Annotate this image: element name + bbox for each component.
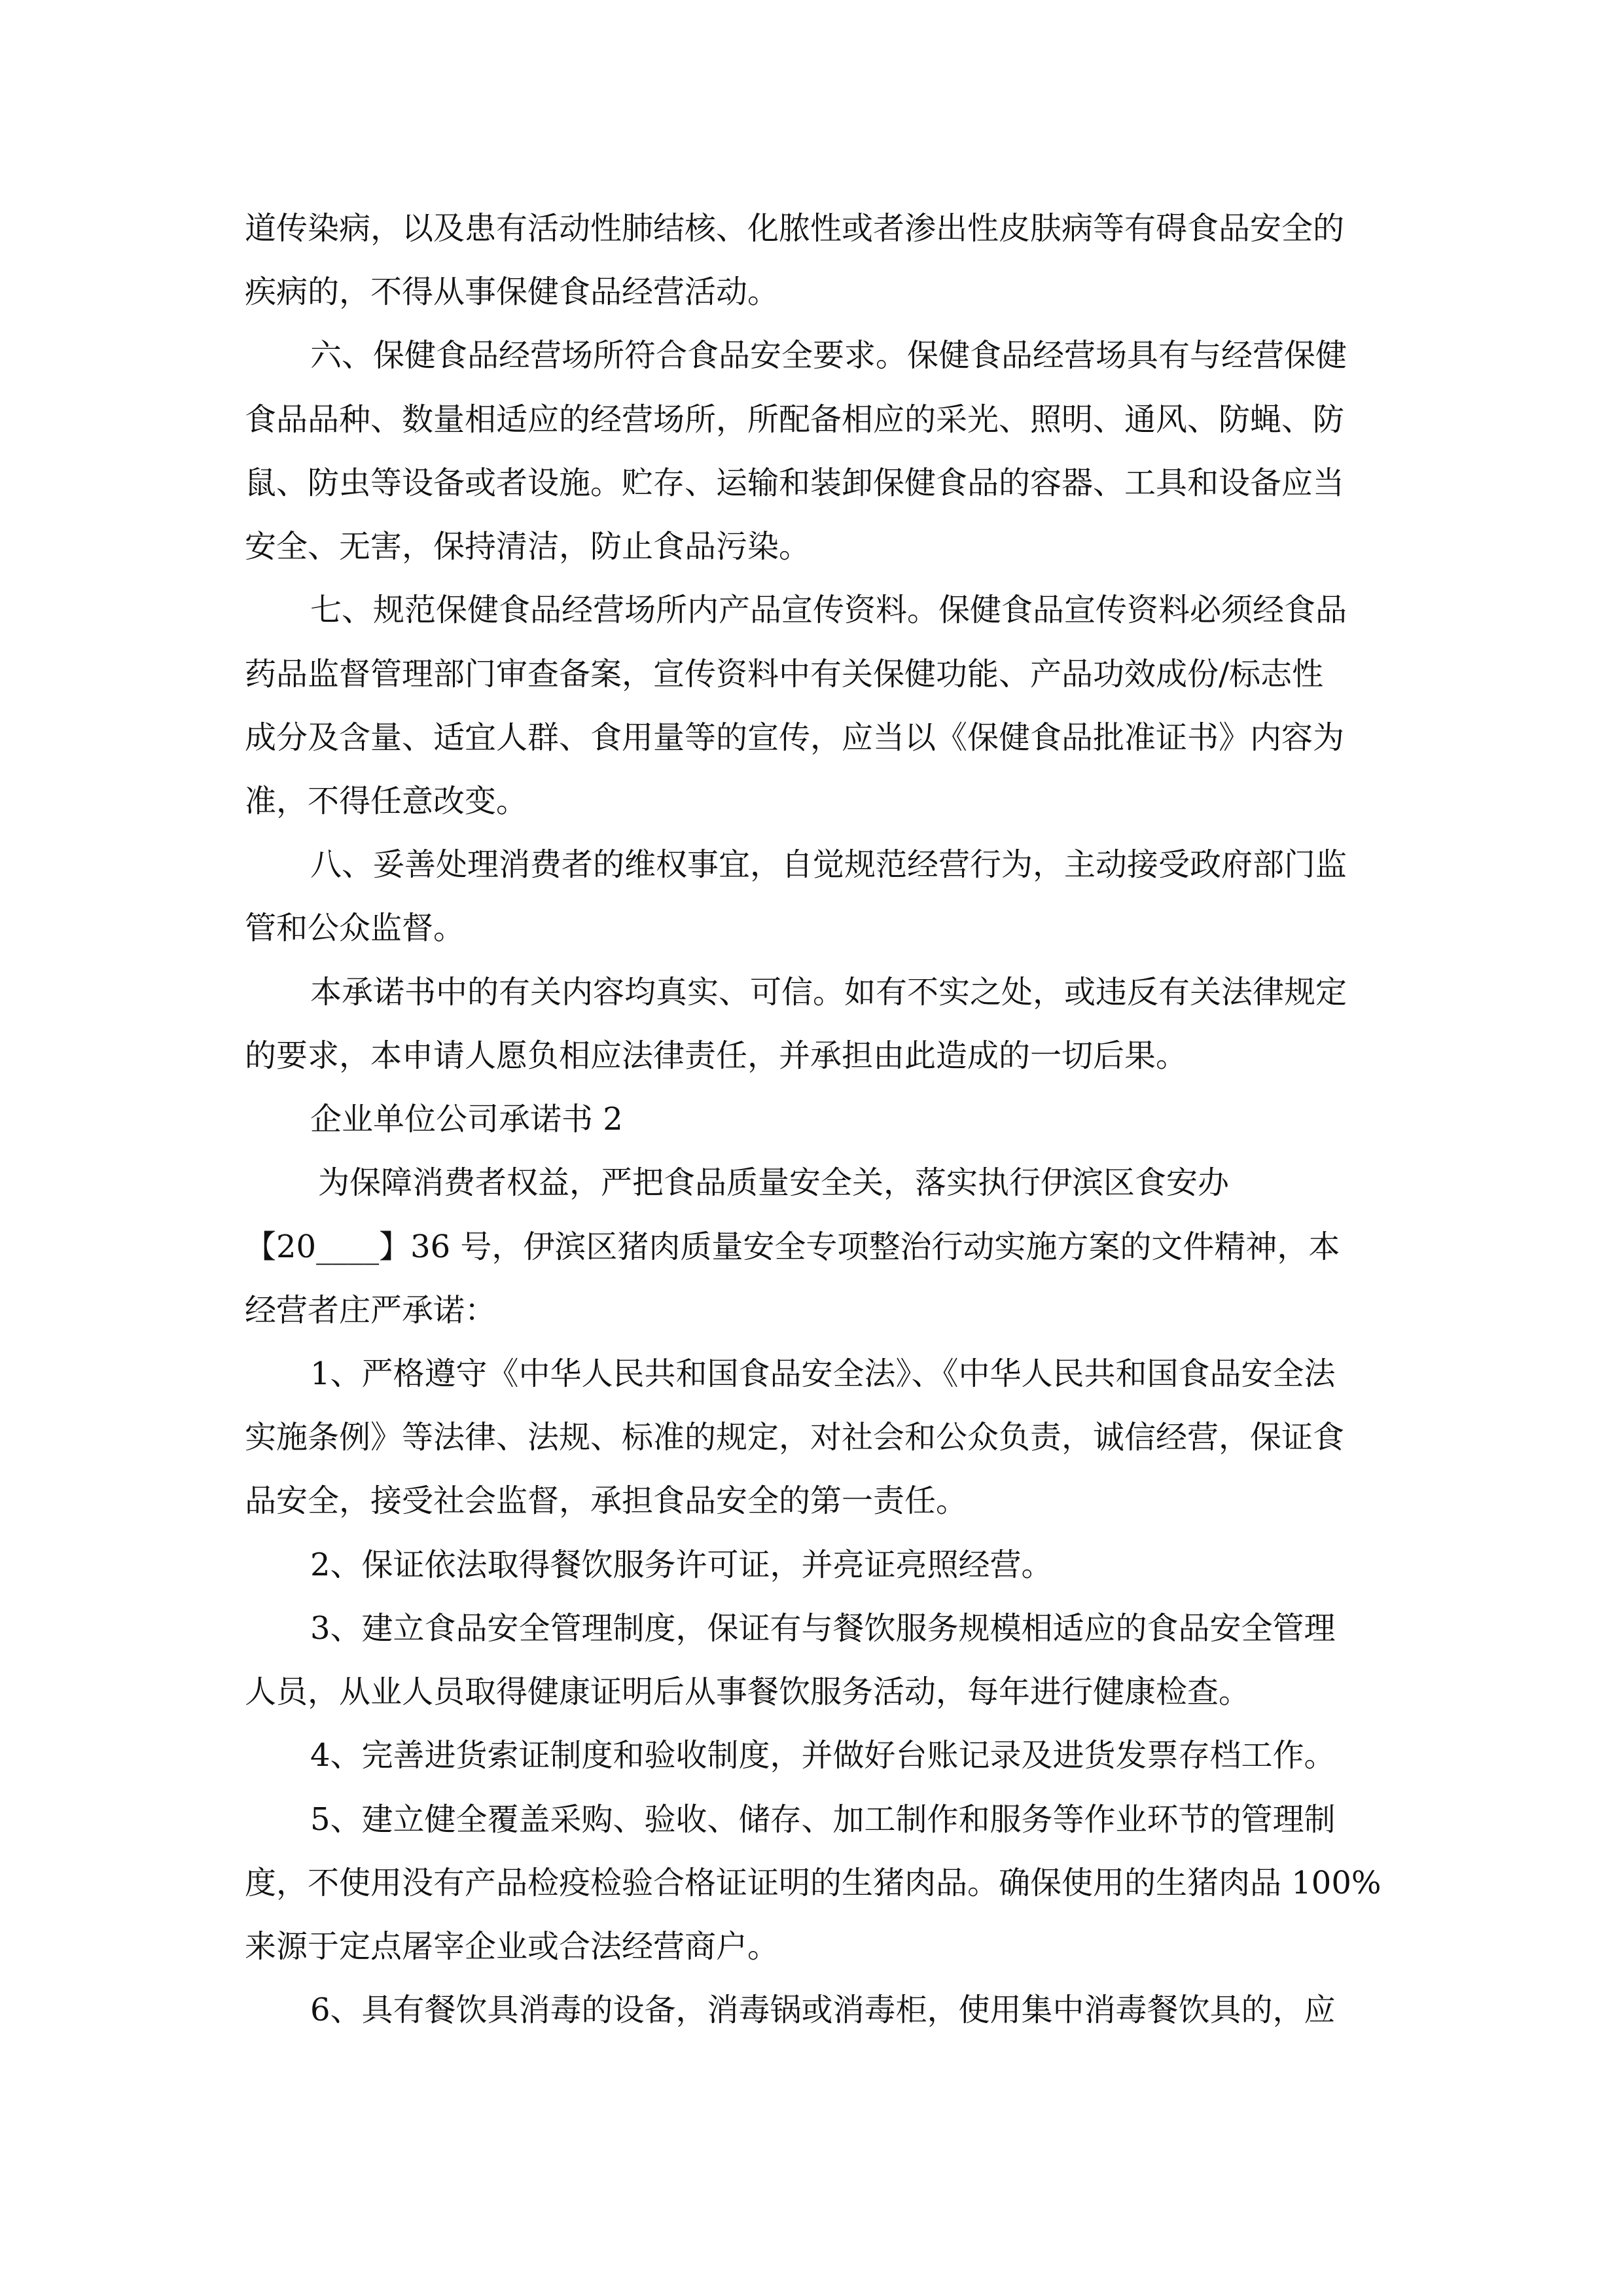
text-segment: 1、严格遵守《中华人民共和国食品安全法》、《中华人民共和国食品安全法 (310, 1355, 1336, 1392)
body-text-line (0, 266, 1623, 318)
text-segment: 度，不使用没有产品检疫检验合格证证明的生猪肉品。确保使用的生猪肉品 100% (245, 1865, 1382, 1901)
text-segment: 【20____】36 号，伊滨区猪肉质量安全专项整治行动实施方案的文件精神，本 (245, 1229, 1340, 1265)
body-text-line (0, 1030, 1623, 1082)
body-text-line (0, 902, 1623, 954)
body-text-line (0, 520, 1623, 573)
body-text-line (0, 1284, 1623, 1336)
text-segment: 2、保证依法取得餐饮服务许可证，并亮证亮照经营。 (310, 1547, 1053, 1583)
text-segment: 鼠、防虫等设备或者设施。贮存、运输和装卸保健食品的容器、工具和设备应当 (245, 465, 1345, 501)
body-text-line (0, 1729, 1623, 1782)
text-segment: 八、妥善处理消费者的维权事宜，自觉规范经营行为，主动接受政府部门监 (310, 846, 1347, 883)
body-text-line (0, 1920, 1623, 1973)
text-segment: 准，不得任意改变。 (245, 783, 528, 819)
text-segment: 本承诺书中的有关内容均真实、可信。如有不实之处，或违反有关法律规定 (310, 974, 1347, 1011)
body-text-line (0, 1157, 1623, 1209)
body-text-line (0, 1602, 1623, 1655)
body-text-line (0, 966, 1623, 1018)
body-text-line (0, 1348, 1623, 1400)
body-text-line (0, 711, 1623, 764)
text-segment: 3、建立食品安全管理制度，保证有与餐饮服务规模相适应的食品安全管理 (310, 1610, 1336, 1647)
body-text-line (0, 329, 1623, 382)
text-segment: 5、建立健全覆盖采购、验收、储存、加工制作和服务等作业环节的管理制 (310, 1801, 1336, 1838)
text-segment: 安全、无害，保持清洁，防止食品污染。 (245, 528, 811, 565)
body-text-line (0, 1411, 1623, 1463)
body-text-line (0, 1793, 1623, 1846)
body-text-line (0, 1984, 1623, 2036)
section-title-line (0, 1093, 1623, 1145)
text-segment: 管和公众监督。 (245, 910, 465, 946)
body-text-line (0, 648, 1623, 700)
text-segment: 为保障消费者权益，严把食品质量安全关，落实执行伊滨区食安办 (318, 1164, 1230, 1201)
body-text-line (0, 584, 1623, 636)
text-segment: 6、具有餐饮具消毒的设备，消毒锅或消毒柜，使用集中消毒餐饮具的，应 (310, 1992, 1336, 2028)
text-segment: 疾病的，不得从事保健食品经营活动。 (245, 274, 779, 310)
text-segment: 实施条例》等法律、法规、标准的规定，对社会和公众负责，诚信经营，保证食 (245, 1419, 1345, 1456)
body-text-line (0, 1666, 1623, 1718)
text-segment: 七、规范保健食品经营场所内产品宣传资料。保健食品宣传资料必须经食品 (310, 592, 1347, 628)
text-segment: 人员，从业人员取得健康证明后从事餐饮服务活动，每年进行健康检查。 (245, 1674, 1251, 1710)
body-text-line (0, 775, 1623, 827)
body-text-line (0, 1857, 1623, 1909)
text-segment: 的要求，本申请人愿负相应法律责任，并承担由此造成的一切后果。 (245, 1037, 1188, 1074)
text-segment: 药品监督管理部门审查备案，宣传资料中有关保健功能、产品功效成份/标志性 (245, 656, 1324, 692)
text-segment: 品安全，接受社会监督，承担食品安全的第一责任。 (245, 1482, 968, 1519)
body-text-line (0, 1221, 1623, 1273)
text-segment: 来源于定点屠宰企业或合法经营商户。 (245, 1928, 779, 1965)
body-text-line (0, 202, 1623, 255)
body-text-line (0, 1475, 1623, 1527)
section-title: 企业单位公司承诺书 2 (310, 1101, 623, 1138)
text-segment: 六、保健食品经营场所符合食品安全要求。保健食品经营场具有与经营保健 (310, 337, 1347, 374)
text-segment: 经营者庄严承诺： (245, 1292, 497, 1329)
text-segment: 食品品种、数量相适应的经营场所，所配备相应的采光、照明、通风、防蝇、防 (245, 401, 1345, 438)
body-text-line (0, 1539, 1623, 1591)
body-text-line (0, 838, 1623, 891)
text-segment: 成分及含量、适宜人群、食用量等的宣传，应当以《保健食品批准证书》内容为 (245, 719, 1345, 756)
body-text-line (0, 457, 1623, 509)
text-segment: 4、完善进货索证制度和验收制度，并做好台账记录及进货发票存档工作。 (310, 1737, 1336, 1774)
body-text-line (0, 393, 1623, 446)
text-segment: 道传染病，以及患有活动性肺结核、化脓性或者渗出性皮肤病等有碍食品安全的 (245, 210, 1345, 247)
